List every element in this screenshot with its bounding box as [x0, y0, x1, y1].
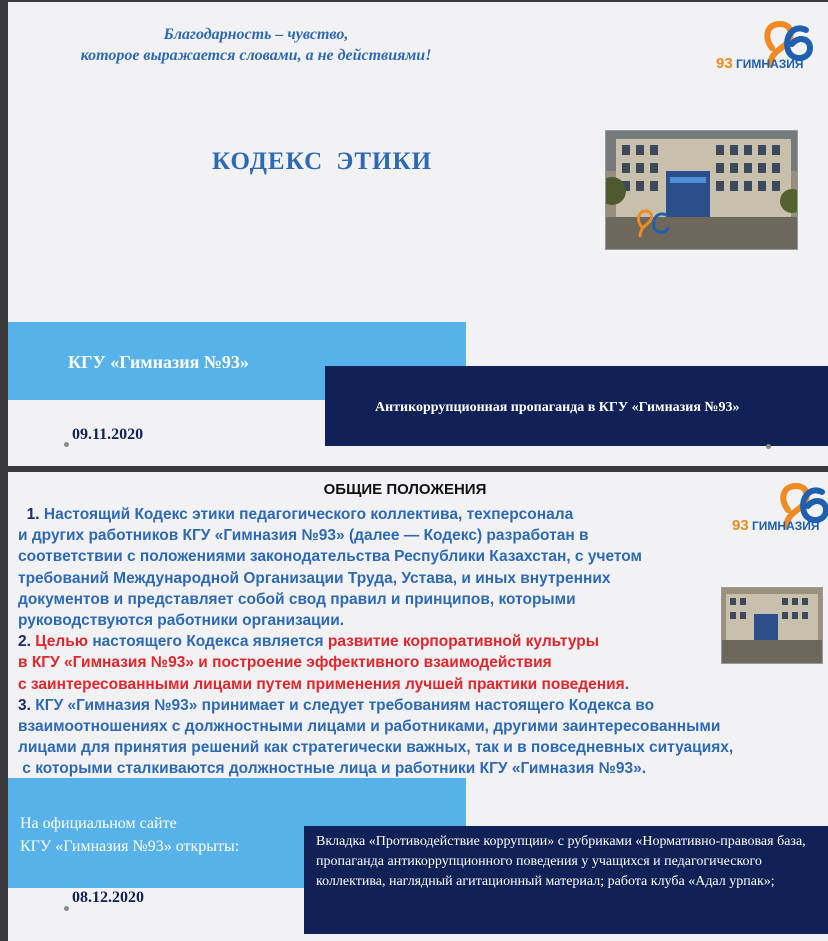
text-line: взаимоотношениях с должностными лицами и работниками, другими заинтересованными: [18, 718, 721, 736]
quote: [36, 24, 476, 66]
text-line: КГУ «Гимназия №93» принимает и следует требованиям настоящего Кодекса во: [35, 696, 655, 714]
item-number: 1.: [26, 506, 40, 523]
item-number: 3.: [18, 696, 31, 714]
topic-label: Антикоррупционная пропаганда в КГУ «Гимназия №93»: [375, 400, 740, 415]
school-building-photo: [605, 130, 798, 250]
logo-number: 93: [732, 517, 749, 534]
website-content-text: Вкладка «Противодействие коррупции» с рубриками «Нормативно-правовая база, пропаганда антикоррупционного поведения у учащихся и педагогического коллектива, наглядный агитационный материал; работа клуба «Адал урпак»;: [316, 834, 806, 889]
quote-line-1: Благодарность – чувство,: [163, 26, 349, 43]
school-name: КГУ «Гимназия №93»: [68, 352, 249, 372]
text-line-end: .: [624, 675, 629, 693]
text-line: руководствуются работники организации.: [18, 612, 345, 630]
text-red-line: в КГУ «Гимназия №93» и построение эффективного взаимодействия: [18, 654, 552, 672]
text-line: соответствии с положениями законодательства Республики Казахстан, с учетом: [18, 548, 643, 566]
section-title: ОБЩИЕ ПОЛОЖЕНИЯ: [323, 481, 487, 498]
text-red: Целью: [35, 633, 88, 651]
text-line: документов и представляет собой свод правил и принципов, которыми: [18, 590, 576, 608]
text-line: требований Международной Организации Труда, Устава, и иных внутренних: [18, 569, 611, 587]
website-content-band: [304, 826, 828, 934]
text-line: с которыми сталкиваются должностные лица и работники КГУ «Гимназия №93».: [18, 760, 647, 778]
logo-big-number: 96: [790, 500, 791, 501]
bullet-dot: [64, 906, 69, 911]
logo-big-number: 96: [774, 38, 776, 39]
text-red: развитие корпоративной культуры: [327, 633, 599, 651]
topic-band: [325, 366, 828, 446]
logo-caption: ГИМНАЗИЯ: [752, 519, 820, 533]
logo-caption: ГИМНАЗИЯ: [736, 57, 804, 71]
gymnasium-logo: [714, 20, 818, 76]
date-label: 08.12.2020: [72, 889, 144, 906]
text-red-line: с заинтересованными лицами путем применения лучшей практики поведения: [18, 675, 625, 693]
bullet-dot: [766, 444, 771, 449]
logo-number: 93: [716, 55, 733, 72]
item-number: 2.: [18, 633, 31, 651]
slide-2: [8, 472, 828, 941]
text-line: и других работников КГУ «Гимназия №93» (далее — Кодекс) разработан в: [18, 527, 589, 545]
website-line-2: КГУ «Гимназия №93» открыты:: [20, 838, 240, 855]
website-line-1: На официальном сайте: [20, 815, 177, 832]
text-line: лицами для принятия решений как стратегически важных, так и в повседневных ситуациях,: [18, 739, 734, 757]
date-label: 09.11.2020: [72, 426, 144, 443]
page-title: КОДЕКС ЭТИКИ: [212, 148, 433, 175]
website-label: [20, 812, 239, 858]
text-line: настоящего Кодекса является: [92, 633, 324, 651]
text-line: Настоящий Кодекс этики педагогического коллектива, техперсонала: [43, 506, 574, 523]
quote-line-2: которое выражается словами, а не действиями!: [80, 47, 432, 64]
slide-1: [8, 2, 828, 466]
bullet-dot: [64, 442, 69, 447]
general-provisions-text: [18, 504, 808, 780]
